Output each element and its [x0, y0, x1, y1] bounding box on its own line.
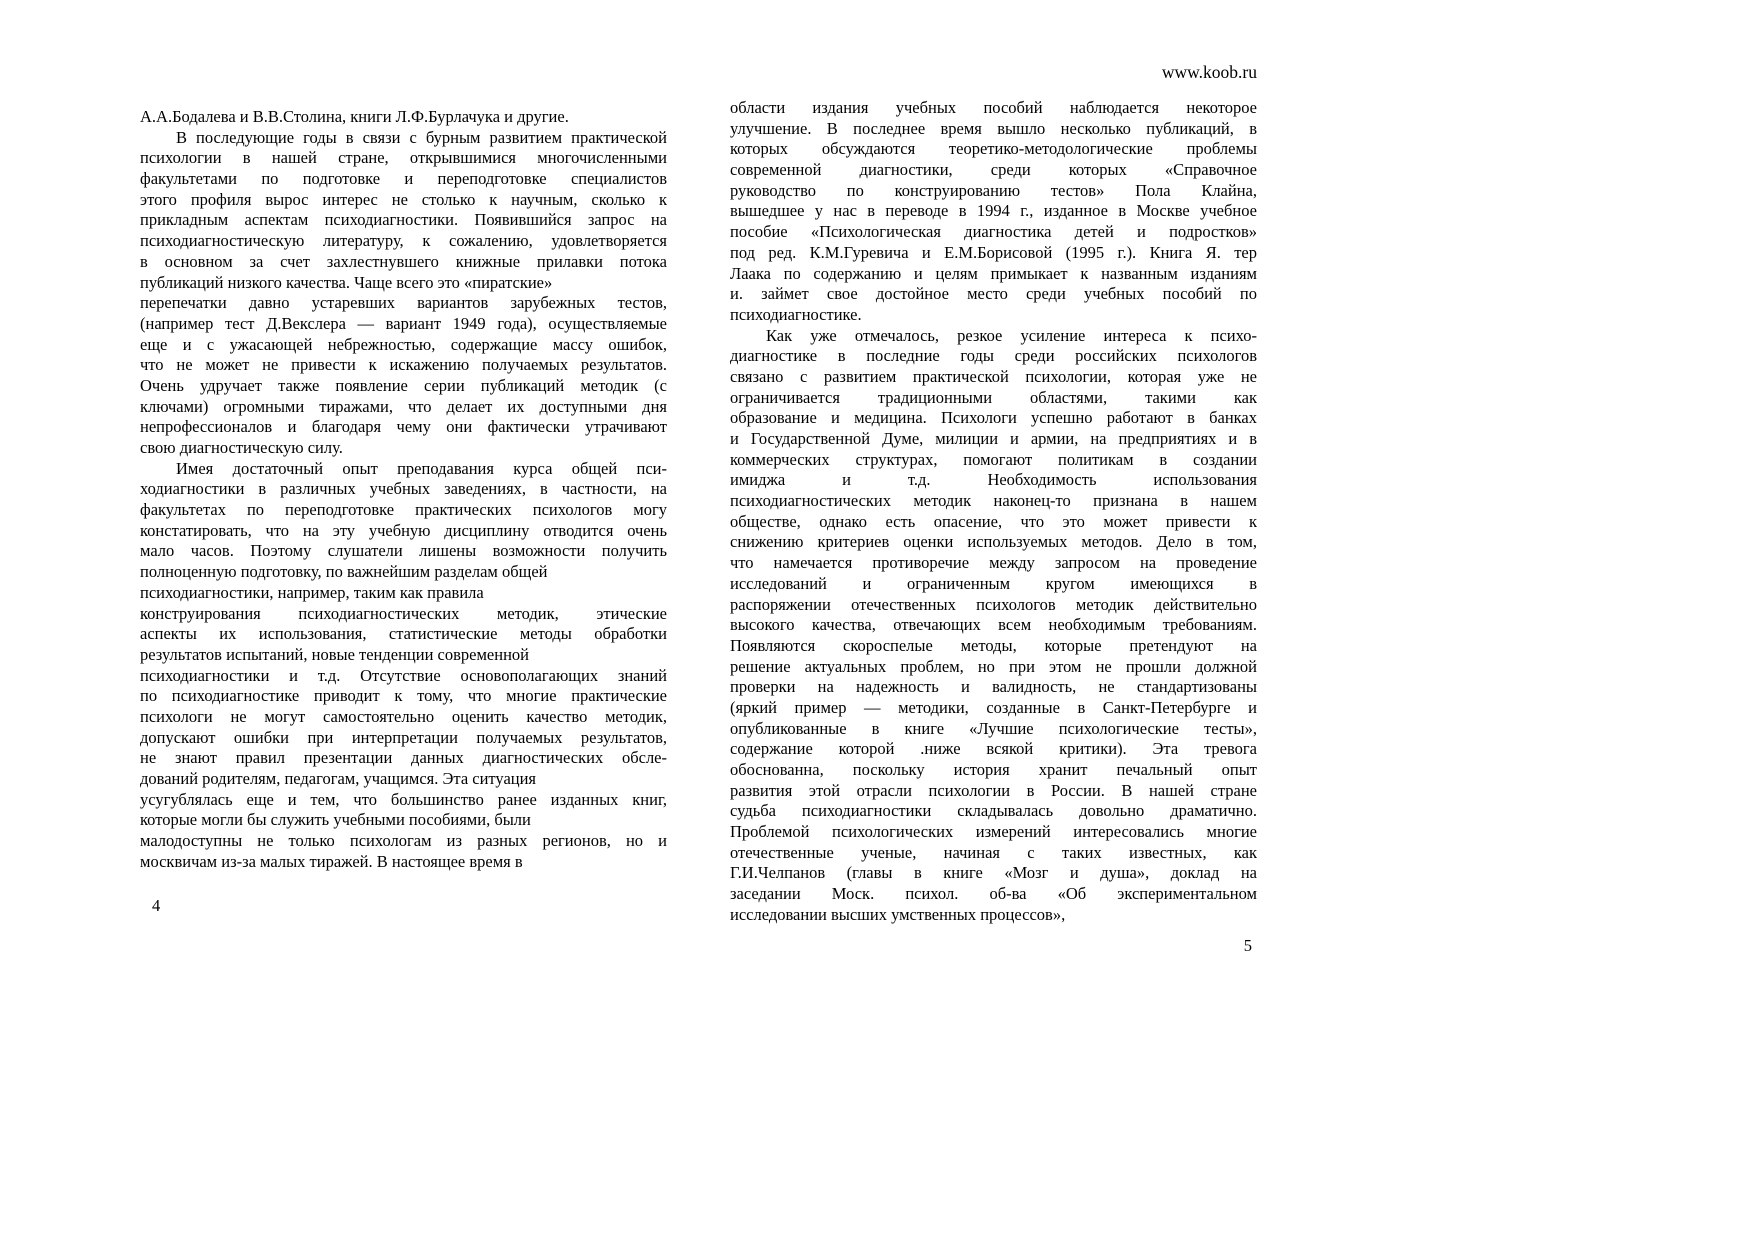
- text-line: ограничивается традиционными областями, такими как: [730, 387, 1257, 407]
- text-line: усугублялась еще и тем, что большинство ранее изданных книг,: [140, 789, 667, 809]
- text-line: диагностике в последние годы среди российских психологов: [730, 346, 1257, 366]
- text-line: психологи не могут самостоятельно оценить качество методик,: [140, 706, 667, 726]
- text-line: и Государственной Думе, милиции и армии, на предприятиях и в: [730, 429, 1257, 448]
- text-line: опубликованные в книге «Лучшие психологические тесты»,: [730, 718, 1257, 738]
- text-line: содержание которой .ниже всякой критики). Эта тревога: [730, 739, 1257, 759]
- text-line: которых обсуждаются теоретико-методологические проблемы: [730, 139, 1257, 159]
- text-line: обществе, однако есть опасение, что это может привести к: [730, 511, 1257, 531]
- text-line: улучшение. В последнее время вышло несколько публикаций, в: [730, 118, 1257, 138]
- text-line: современной диагностики, среди которых «Справочное: [730, 160, 1257, 180]
- text-line: дований родителям, педагогам, учащимся. Эта ситуация: [140, 769, 537, 788]
- text-line: обоснованна, поскольку история хранит печальный опыт: [730, 760, 1257, 779]
- text-line: Как уже отмечалось, резкое усиление интереса к психо-: [766, 325, 1257, 345]
- text-line: факультетами по подготовке и переподготовке специалистов: [140, 169, 667, 189]
- text-line: руководство по конструированию тестов» Пола Клайна,: [730, 180, 1257, 200]
- text-line: связано с развитием практической психологии, которая уже не: [730, 366, 1257, 386]
- text-line: Проблемой психологических измерений интересовались многие: [730, 822, 1257, 842]
- text-line: снижению критериев оценки используемых методов. Дело в том,: [730, 532, 1257, 552]
- text-line: и. займет свое достойное место среди учебных пособий по: [730, 284, 1257, 304]
- text-line: психодиагностики, например, таким как правила: [140, 582, 484, 602]
- text-line: перепечатки давно устаревших вариантов зарубежных тестов,: [140, 293, 667, 313]
- text-line: Имея достаточный опыт преподавания курса общей пси-: [176, 458, 667, 478]
- paragraph: [140, 128, 667, 459]
- text-line: под ред. К.М.Гуревича и Е.М.Борисовой (1995 г.). Книга Я. тер: [730, 242, 1257, 262]
- text-line: публикаций низкого качества. Чаще всего это «пиратские»: [140, 272, 553, 292]
- text-line: свою диагностическую силу.: [140, 438, 343, 457]
- text-line: мало часов. Поэтому слушатели лишены возможности получить: [140, 541, 667, 561]
- text-line: высокого качества, отвечающих всем необходимым требованиям.: [730, 615, 1257, 635]
- text-line: заседании Моск. психол. об-ва «Об экспериментальном: [730, 884, 1257, 904]
- text-line: Г.И.Челпанов (главы в книге «Мозг и душа», доклад на: [730, 863, 1257, 883]
- text-line: имиджа и т.д. Необходимость использования: [730, 470, 1257, 490]
- text-line: этого профиля вырос интерес не столько к научным, сколько к: [140, 189, 667, 209]
- text-line: которые могли бы служить учебными пособиями, были: [140, 810, 531, 830]
- text-line: отечественные ученые, начиная с таких известных, как: [730, 842, 1257, 862]
- paragraph: [730, 326, 1257, 926]
- text-line: Очень удручает также появление серии публикаций методик (с: [140, 375, 667, 395]
- text-line: А.А.Бодалева и В.В.Столина, книги Л.Ф.Бурлачука и другие.: [140, 107, 569, 126]
- text-line: Появляются скороспелые методы, которые претендуют на: [730, 635, 1257, 655]
- text-line: развития этой отрасли психологии в России. В нашей стране: [730, 780, 1257, 800]
- page-text-left: [140, 107, 667, 872]
- text-line: полноценную подготовку, по важнейшим разделам общей: [140, 562, 548, 582]
- text-line: результатов испытаний, новые тенденции современной: [140, 644, 529, 664]
- text-line: констатировать, что на эту учебную дисциплину отводится очень: [140, 520, 667, 540]
- text-line: проверки на надежность и валидность, не стандартизованы: [730, 677, 1257, 697]
- text-line: исследовании высших умственных процессов»,: [730, 904, 1066, 924]
- text-line: образование и медицина. Психологи успешно работают в банках: [730, 408, 1257, 428]
- text-line: коммерческих структурах, помогают политикам в создании: [730, 449, 1257, 469]
- text-line: что не может не привести к искажению получаемых результатов.: [140, 355, 667, 375]
- paragraph: [140, 459, 667, 873]
- text-line: (яркий пример — методики, созданные в Санкт-Петербурге и: [730, 697, 1257, 717]
- text-line: допускают ошибки при интерпретации получаемых результатов,: [140, 727, 667, 747]
- text-line: факультетах по переподготовке практических психологов могу: [140, 500, 667, 520]
- text-line: судьба психодиагностики складывалась довольно драматично.: [730, 801, 1257, 821]
- text-line: ключами) огромными тиражами, что делает их доступными дня: [140, 396, 667, 416]
- text-line: Лаака по содержанию и целям примыкает к названным изданиям: [730, 263, 1257, 283]
- text-line: не знают правил презентации данных диагностических обсле-: [140, 748, 667, 768]
- text-line: психодиагностики и т.д. Отсутствие основополагающих знаний: [140, 665, 667, 685]
- text-line: малодоступны не только психологам из разных регионов, но и: [140, 831, 667, 851]
- text-line: психодиагностическую литературу, к сожалению, удовлетворяется: [140, 231, 667, 251]
- text-line: распоряжении отечественных психологов методик действительно: [730, 594, 1257, 614]
- text-line: непрофессионалов и благодаря чему они фактически утрачивают: [140, 417, 667, 437]
- text-line: москвичам из-за малых тиражей. В настоящее время в: [140, 851, 523, 871]
- text-line: (например тест Д.Векслера — вариант 1949 года), осуществляемые: [140, 313, 667, 333]
- page-text-right: [730, 98, 1257, 926]
- page-number-left: 4: [152, 896, 161, 915]
- text-line: что намечается противоречие между запросом на проведение: [730, 553, 1257, 573]
- text-line: пособие «Психологическая диагностика детей и подростков»: [730, 222, 1257, 242]
- page-number-right: 5: [1243, 936, 1252, 955]
- text-line: психологии в нашей стране, открывшимися многочисленными: [140, 148, 667, 168]
- text-line: психодиагностических методик наконец-то признана в нашем: [730, 491, 1257, 511]
- text-line: решение актуальных проблем, но при этом не прошли должной: [730, 656, 1257, 676]
- text-line: исследований и ограниченным кругом имеющихся в: [730, 573, 1257, 593]
- text-line: В последующие годы в связи с бурным развитием практической: [176, 127, 667, 147]
- text-line: прикладным аспектам психодиагностики. Появившийся запрос на: [140, 210, 667, 230]
- text-line: вышедшее у нас в переводе в 1994 г., изданное в Москве учебное: [730, 201, 1257, 221]
- text-line: психодиагностике.: [730, 304, 862, 324]
- text-line: еще и с ужасающей небрежностью, содержащие массу ошибок,: [140, 334, 667, 354]
- text-line: по психодиагностике приводит к тому, что многие практические: [140, 686, 667, 706]
- paragraph: [140, 107, 667, 128]
- paragraph: [730, 98, 1257, 326]
- site-url: www.koob.ru: [1161, 62, 1257, 82]
- text-line: аспекты их использования, статистические методы обработки: [140, 624, 667, 644]
- text-line: в основном за счет захлестнувшего книжные прилавки потока: [140, 251, 667, 271]
- text-line: ходиагностики в различных учебных заведениях, в частности, на: [140, 479, 667, 499]
- text-line: конструирования психодиагностических методик, этические: [140, 603, 667, 623]
- text-line: области издания учебных пособий наблюдается некоторое: [730, 98, 1257, 117]
